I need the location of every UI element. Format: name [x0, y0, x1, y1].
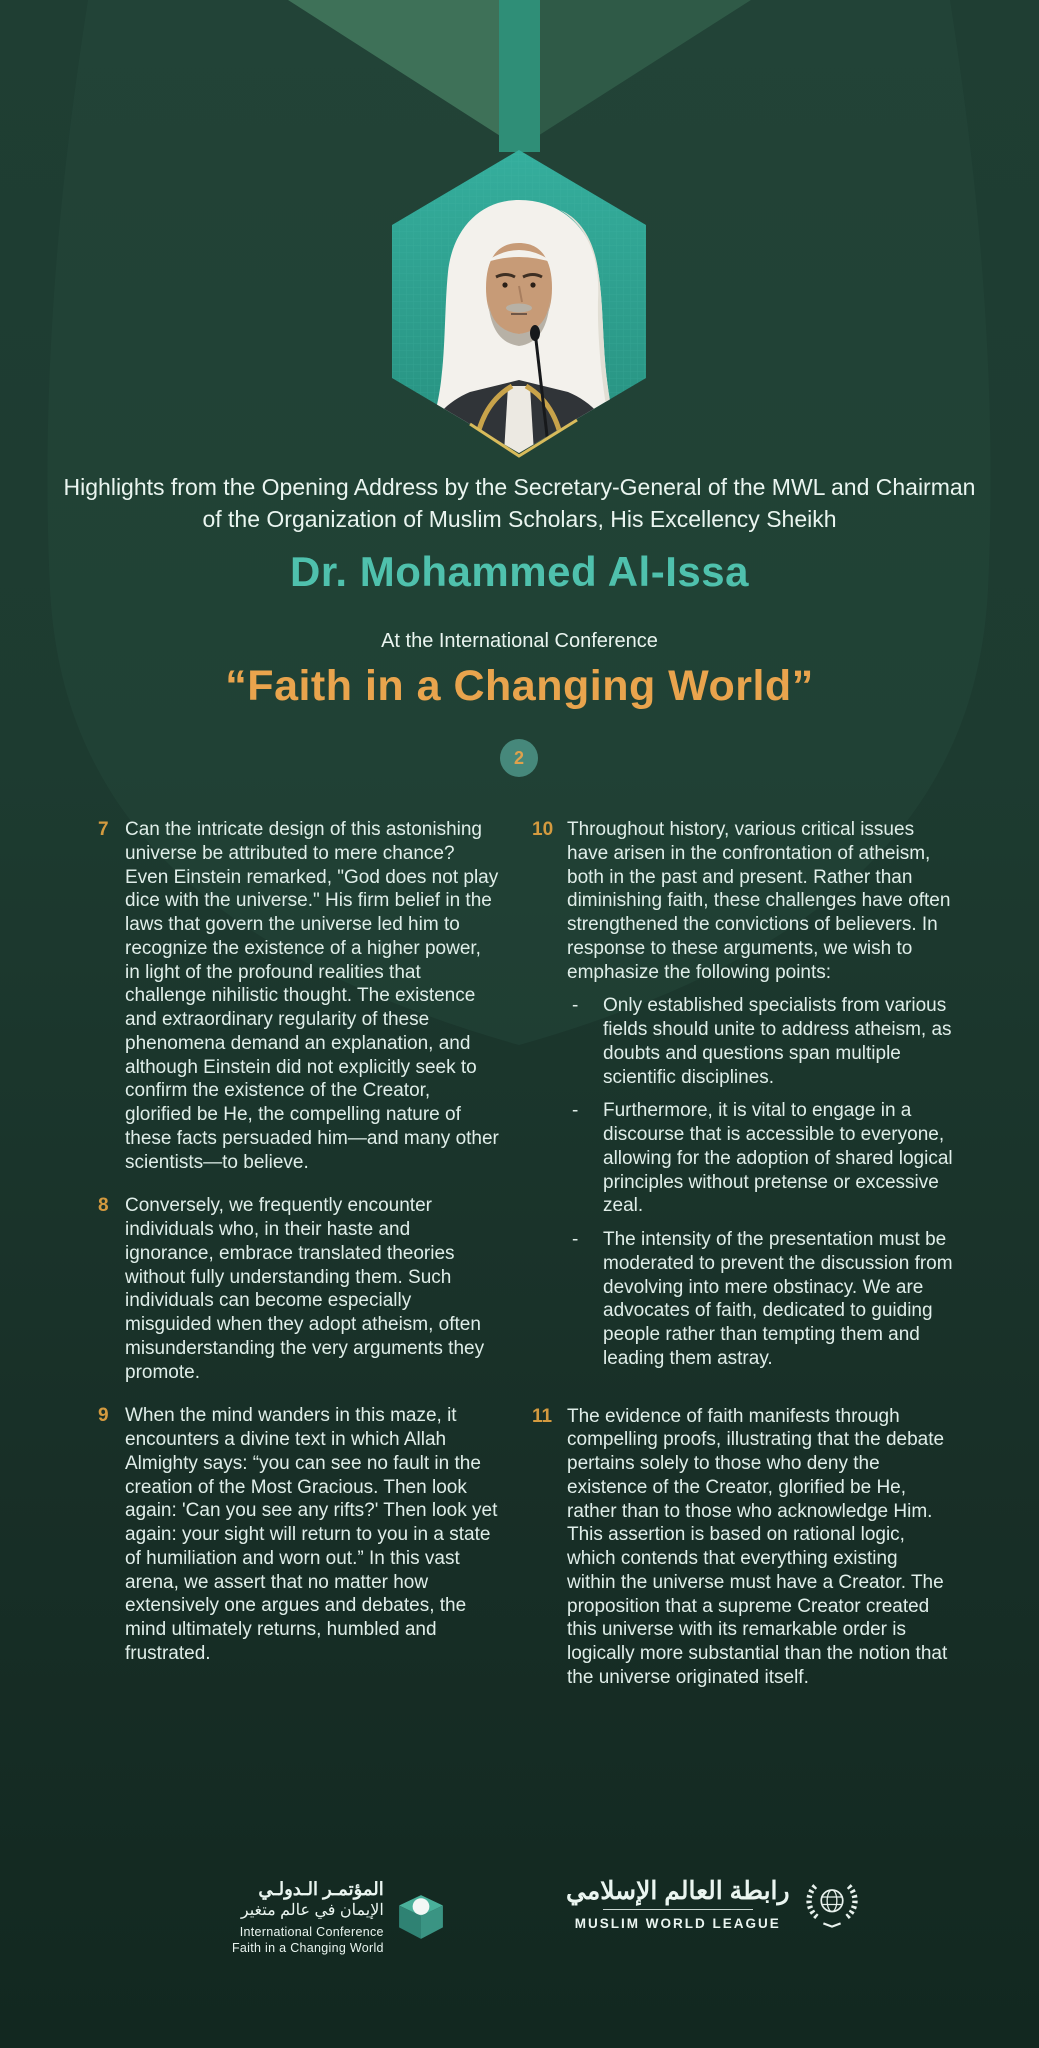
speaker-name: Dr. Mohammed Al-Issa [290, 548, 749, 595]
numbered-item-8 [98, 1194, 500, 1384]
content-columns [98, 818, 953, 1710]
numbered-item-11 [532, 1405, 950, 1690]
mwl-logo [566, 1876, 860, 1932]
bullet-item [567, 994, 955, 1089]
content-column-left [98, 818, 500, 1710]
bullet-list [567, 994, 955, 1370]
bullet-dash: - [572, 1100, 579, 1122]
bullet-dash: - [572, 995, 579, 1017]
page-number-badge: 2 [500, 739, 538, 777]
bullet-text: Only established specialists from various fields should unite to address atheism, as doubts and questions span multiple scientific disciplines. [603, 995, 952, 1088]
item-number: 9 [98, 1405, 109, 1427]
bullet-dash: - [572, 1229, 579, 1250]
globe-wreath-icon [804, 1876, 860, 1932]
mwl-arabic-calligraphy: رابطة العالم الإسلامي [566, 1876, 790, 1905]
conference-logo [232, 1878, 445, 1956]
item-number: 7 [98, 819, 109, 840]
item-text: Throughout history, various critical issues have arisen in the confrontation of atheism, both in the past and present. Rather than diminishing faith, these challenges have often strengthened the convictions of believers. In response to these arguments, we wish to emphasize the following points: [567, 819, 951, 983]
item-text: Can the intricate design of this astonishing universe be attributed to mere chance? Even Einstein remarked, "God does not play dice with the universe." His firm belief in the laws that govern the universe led him to recognize the existence of a higher power, in light of the profound realities that challenge nihilistic thought. The existence and extraordinary regularity of these phenomena demand an explanation, and although Einstein did not explicitly seek to confirm the existence of the Creator, glorified be He, the compelling nature of these facts persuaded him—and many other scientists—to believe. [125, 819, 499, 1173]
bullet-item [567, 1099, 955, 1218]
bullet-text: The intensity of the presentation must be moderated to prevent the discussion from devolving into mere obstinacy. We are advocates of faith, dedicated to guiding people rather than tempting them and leading them astray. [603, 1229, 953, 1369]
content-column-right [532, 818, 953, 1710]
item-number: 11 [532, 1405, 553, 1427]
teal-ribbon [499, 0, 540, 152]
mwl-english-name: MUSLIM WORLD LEAGUE [574, 1916, 781, 1932]
conference-logo-arabic-2: الإيمان في عالم متغير [240, 1901, 384, 1919]
bullet-text: Furthermore, it is vital to engage in a discourse that is accessible to everyone, allowing for the adoption of shared logical principles without pretense or excessive zeal. [603, 1100, 953, 1217]
mwl-divider [603, 1909, 753, 1910]
numbered-item-7 [98, 818, 500, 1174]
conference-intro: At the International Conference [381, 630, 658, 652]
conference-logo-arabic-1: المؤتمـر الـدولـي [258, 1879, 384, 1899]
item-text: The evidence of faith manifests through compelling proofs, illustrating that the debate pertains solely to those who deny the existence of the Creator, glorified be He, rather than to those who acknowledge Him. This assertion is based on rational logic, which contends that everything existing within the universe must have a Creator. The proposition that a supreme Creator created this universe with its remarkable order is logically more substantial than the notion that the universe originated itself. [567, 1405, 948, 1688]
numbered-item-9 [98, 1404, 500, 1665]
conference-logo-text [232, 1878, 384, 1956]
conference-logo-english-2: Faith in a Changing World [232, 1940, 384, 1955]
cube-icon [397, 1893, 445, 1941]
mwl-logo-text [566, 1877, 790, 1932]
conference-title: “Faith in a Changing World” [225, 662, 814, 710]
conference-logo-english-1: International Conference [239, 1924, 384, 1939]
item-number: 10 [532, 819, 554, 840]
item-text: Conversely, we frequently encounter individuals who, in their haste and ignorance, embrace translated theories without fully understanding them. Such individuals can become especially misguided when they adopt atheism, often misunderstanding the very arguments they promote. [125, 1195, 485, 1383]
item-text: When the mind wanders in this maze, it encounters a divine text in which Allah Almighty says: “you can see no fault in the creation of the Most Gracious. Then look again: 'Can you see any rifts?' Then look yet again: your sight will return to you in a state of humiliation and worn out.” In this vast arena, we assert that no matter how extensively one argues and debates, the mind ultimately returns, humbled and frustrated. [125, 1405, 498, 1664]
numbered-item-10 [532, 818, 953, 1371]
item-number: 8 [98, 1195, 109, 1217]
intro-text: Highlights from the Opening Address by the Secretary-General of the MWL and Chairman of the Organization of Muslim Scholars, His Excellency Sheikh [63, 474, 976, 532]
bullet-item [567, 1228, 955, 1371]
